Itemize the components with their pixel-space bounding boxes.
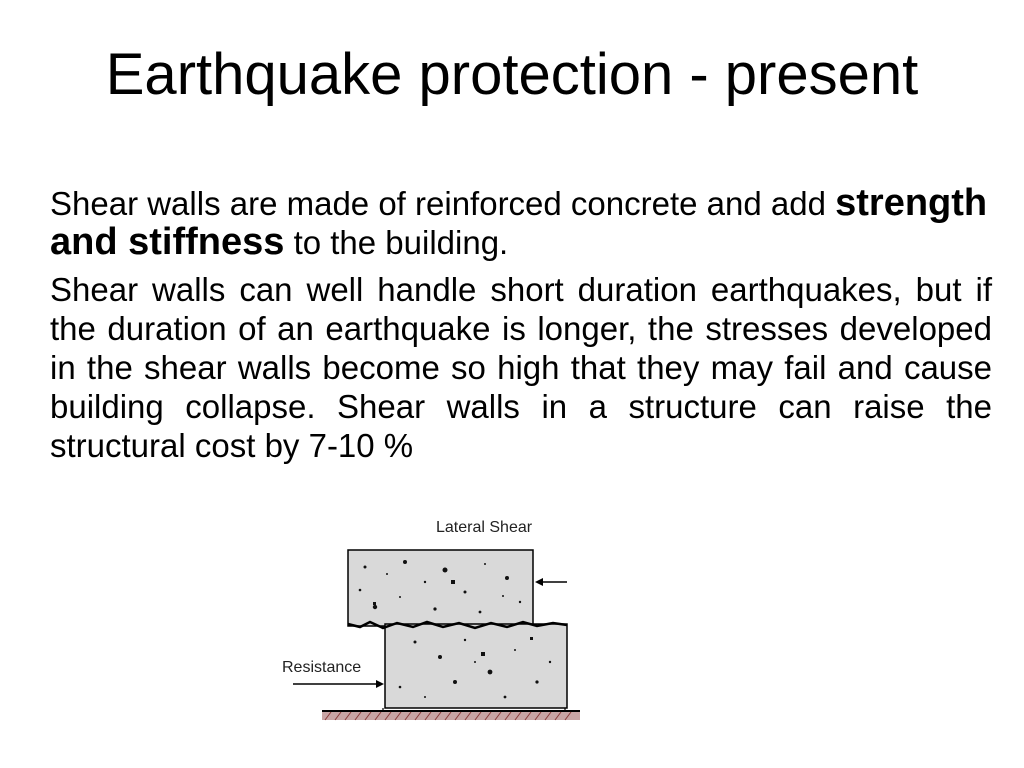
resistance-label: Resistance — [282, 659, 362, 676]
lateral-shear-label: Lateral Shear — [436, 519, 533, 536]
paragraph-shear-walls-intro — [50, 184, 992, 262]
lower-concrete-block — [385, 624, 567, 708]
paragraph1-text-start: Shear walls are made of reinforced concrete and add — [50, 185, 826, 222]
shear-wall-diagram — [275, 512, 585, 732]
paragraph-shear-walls-duration: Shear walls can well handle short duration earthquakes, but if the duration of an earthquake is longer, the stresses developed in the shear walls become so high that they may fail and cause building collapse. Shear walls in a structure can raise the structural cost by 7-10 % — [50, 271, 992, 464]
lateral-shear-arrow — [535, 578, 567, 586]
slide-title: Earthquake protection - present — [105, 42, 919, 107]
slide-body — [50, 184, 992, 473]
paragraph1-text-end: to the building. — [293, 224, 509, 261]
paragraph1-bold-phrase: strength and stiffness — [50, 182, 988, 263]
resistance-arrow — [293, 680, 384, 688]
upper-concrete-block — [348, 550, 533, 626]
